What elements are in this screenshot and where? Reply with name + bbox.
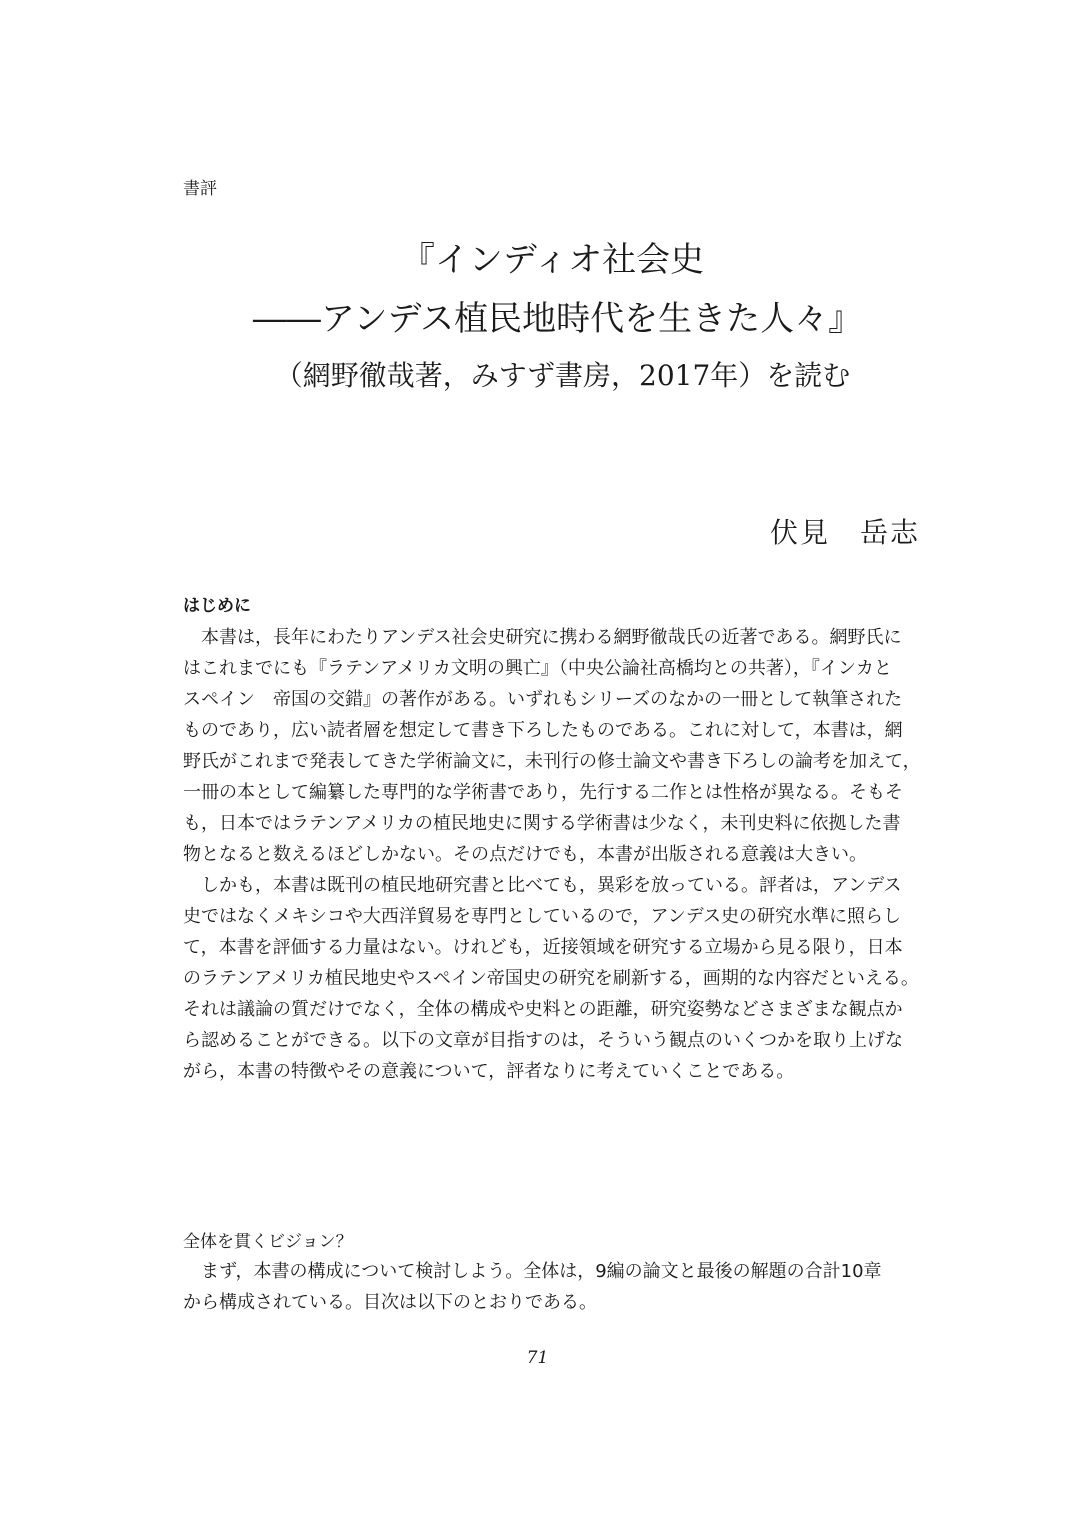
page-number: 71	[526, 1348, 549, 1368]
body-line: まず，本書の構成について検討しよう。全体は，9編の論文と最後の解題の合計10章	[183, 1261, 882, 1282]
section-body-introduction	[183, 622, 943, 1087]
body-line: ら認めることができる。以下の文章が目指すのは，そういう観点のいくつかを取り上げな	[183, 1030, 903, 1051]
body-line: て，本書を評価する力量はない。けれども，近接領域を研究する立場から見る限り，日本	[183, 937, 903, 958]
body-line: はこれまでにも『ラテンアメリカ文明の興亡』（中央公論社高橋均との共著），『インカと	[183, 658, 892, 679]
body-line: から構成されている。目次は以下のとおりである。	[183, 1292, 597, 1313]
body-line: がら，本書の特徴やその意義について，評者なりに考えていくことである。	[183, 1061, 795, 1082]
body-line: それは議論の質だけでなく，全体の構成や史料との距離，研究姿勢などさまざまな観点か	[183, 999, 903, 1020]
body-line: も，日本ではラテンアメリカの植民地史に関する学術書は少なく，未刊史料に依拠した書	[183, 813, 901, 834]
section-heading-introduction: はじめに	[183, 596, 251, 616]
body-line: 一冊の本として編纂した専門的な学術書であり，先行する二作とは性格が異なる。そもそ	[183, 782, 903, 803]
body-line: のラテンアメリカ植民地史やスペイン帝国史の研究を刷新する，画期的な内容だといえる。	[183, 968, 919, 989]
body-line: ものであり，広い読者層を想定して書き下ろしたものである。これに対して，本書は，網	[183, 720, 903, 741]
body-line: しかも，本書は既刊の植民地研究書と比べても，異彩を放っている。評者は，アンデス	[183, 875, 902, 896]
section-heading-vision: 全体を貫くビジョン？	[183, 1232, 353, 1252]
body-line: 史ではなくメキシコや大西洋貿易を専門としているので，アンデス史の研究水準に照らし	[183, 906, 902, 927]
title-line-2: ――アンデス植民地時代を生きた人々』	[252, 299, 863, 339]
author-name: 伏見 岳志	[770, 516, 921, 549]
body-line: スペイン 帝国の交錯』の著作がある。いずれもシリーズのなかの一冊として執筆された	[183, 689, 903, 710]
title-subtitle: （網野徹哉著，みすず書房，2017年）を読む	[274, 359, 851, 392]
body-line: 物となると数えるほどしかない。その点だけでも，本書が出版される意義は大きい。	[183, 844, 867, 865]
body-line: 野氏がこれまで発表してきた学術論文に，未刊行の修士論文や書き下ろしの論考を加えて，	[183, 751, 921, 772]
section-label: 書評	[183, 179, 217, 199]
title-line-1: 『インディオ社会史	[400, 240, 705, 280]
body-line: 本書は，長年にわたりアンデス社会史研究に携わる網野徹哉氏の近著である。網野氏に	[183, 627, 902, 648]
section-body-vision	[183, 1256, 943, 1318]
